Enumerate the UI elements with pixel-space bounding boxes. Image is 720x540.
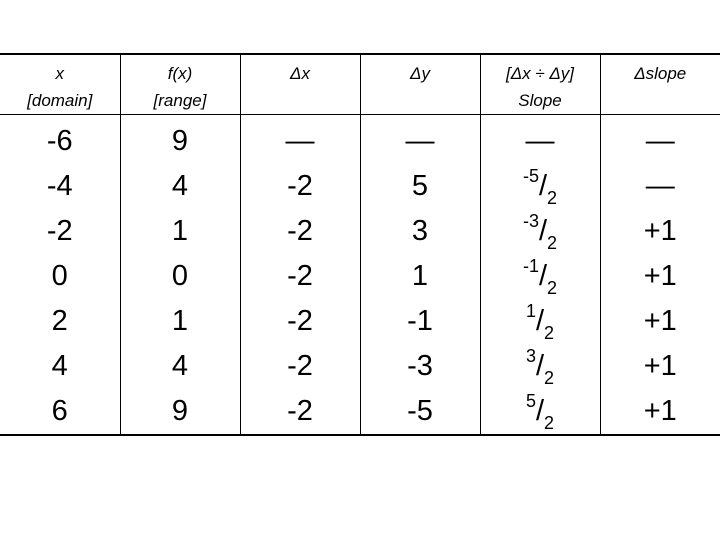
header-x-line1: x xyxy=(55,64,64,83)
cell-slope xyxy=(480,209,600,254)
cell-fx: 9 xyxy=(120,389,240,435)
cell-dslope: +1 xyxy=(600,389,720,435)
cell-dslope: — xyxy=(600,164,720,209)
cell-fx: 4 xyxy=(120,344,240,389)
cell-dslope: +1 xyxy=(600,254,720,299)
cell-dx: -2 xyxy=(240,164,360,209)
header-dy-line1: Δy xyxy=(410,64,430,83)
fraction-slash: / xyxy=(538,260,548,292)
slope-fraction xyxy=(522,256,558,298)
header-slope-line2: Slope xyxy=(518,91,562,110)
table-row xyxy=(0,344,720,389)
cell-x: 0 xyxy=(51,260,68,292)
table-row xyxy=(0,254,720,299)
cell-dslope: — xyxy=(600,115,720,165)
header-dx xyxy=(240,54,360,115)
cell-dy: 5 xyxy=(360,164,480,209)
cell-x: -2 xyxy=(46,215,73,247)
fraction-slash: / xyxy=(535,395,545,427)
fraction-slash: / xyxy=(538,215,548,247)
cell-dx: -2 xyxy=(240,254,360,299)
cell-fx: 4 xyxy=(120,164,240,209)
header-slope xyxy=(480,54,600,115)
slope-fraction xyxy=(525,391,555,433)
slope-denominator: 2 xyxy=(547,187,558,208)
cell-dslope: +1 xyxy=(600,209,720,254)
header-slope-line1: [Δx ÷ Δy] xyxy=(505,64,575,83)
slope-numerator: 3 xyxy=(525,346,536,367)
table-row xyxy=(0,115,720,165)
table-row xyxy=(0,209,720,254)
cell-slope xyxy=(480,254,600,299)
header-fx xyxy=(120,54,240,115)
table-row xyxy=(0,299,720,344)
cell-dslope: +1 xyxy=(600,344,720,389)
header-fx-line2: [range] xyxy=(153,91,207,110)
slope-denominator: 2 xyxy=(547,277,558,298)
cell-fx: 1 xyxy=(120,299,240,344)
cell-fx: 0 xyxy=(120,254,240,299)
cell-dx: -2 xyxy=(240,344,360,389)
slope-denominator: 2 xyxy=(547,232,558,253)
fraction-slash: / xyxy=(535,305,545,337)
cell-dy: 3 xyxy=(360,209,480,254)
slope-denominator: 2 xyxy=(544,367,555,388)
cell-dy: -3 xyxy=(360,344,480,389)
cell-slope: — xyxy=(480,115,600,165)
cell-fx: 1 xyxy=(120,209,240,254)
slope-fraction xyxy=(525,301,555,343)
cell-slope xyxy=(480,164,600,209)
cell-dy: -5 xyxy=(360,389,480,435)
table-body xyxy=(0,115,720,436)
slope-numerator: 1 xyxy=(525,301,536,322)
slope-numerator: -5 xyxy=(522,166,539,187)
cell-slope xyxy=(480,299,600,344)
header-dy xyxy=(360,54,480,115)
cell-dy: -1 xyxy=(360,299,480,344)
header-dslope-line1: Δslope xyxy=(634,64,687,83)
cell-slope xyxy=(480,389,600,435)
slope-denominator: 2 xyxy=(544,322,555,343)
slope-numerator: 5 xyxy=(525,391,536,412)
slope-numerator: -3 xyxy=(522,211,539,232)
cell-dx: -2 xyxy=(240,299,360,344)
cell-x: 2 xyxy=(51,305,68,337)
table-row xyxy=(0,164,720,209)
fraction-slash: / xyxy=(535,350,545,382)
header-dx-line1: Δx xyxy=(290,64,310,83)
cell-dy: — xyxy=(360,115,480,165)
header-row xyxy=(0,54,720,115)
slope-fraction xyxy=(522,166,558,208)
cell-dx: -2 xyxy=(240,389,360,435)
header-dslope xyxy=(600,54,720,115)
cell-fx: 9 xyxy=(120,115,240,165)
header-x xyxy=(0,54,120,115)
cell-dslope: +1 xyxy=(600,299,720,344)
cell-x: 4 xyxy=(51,350,68,382)
cell-x: -4 xyxy=(46,170,73,202)
slope-denominator: 2 xyxy=(544,412,555,433)
header-x-line2: [domain] xyxy=(27,91,93,110)
cell-x: 6 xyxy=(0,389,120,435)
cell-dy: 1 xyxy=(360,254,480,299)
slope-fraction xyxy=(522,211,558,253)
cell-x: -6 xyxy=(46,125,73,157)
slope-fraction xyxy=(525,346,555,388)
fraction-slash: / xyxy=(538,170,548,202)
cell-dx: — xyxy=(240,115,360,165)
table-row xyxy=(0,389,720,435)
cell-slope xyxy=(480,344,600,389)
header-fx-line1: f(x) xyxy=(167,64,193,83)
slope-table xyxy=(0,53,720,436)
slope-numerator: -1 xyxy=(522,256,539,277)
cell-dx: -2 xyxy=(240,209,360,254)
